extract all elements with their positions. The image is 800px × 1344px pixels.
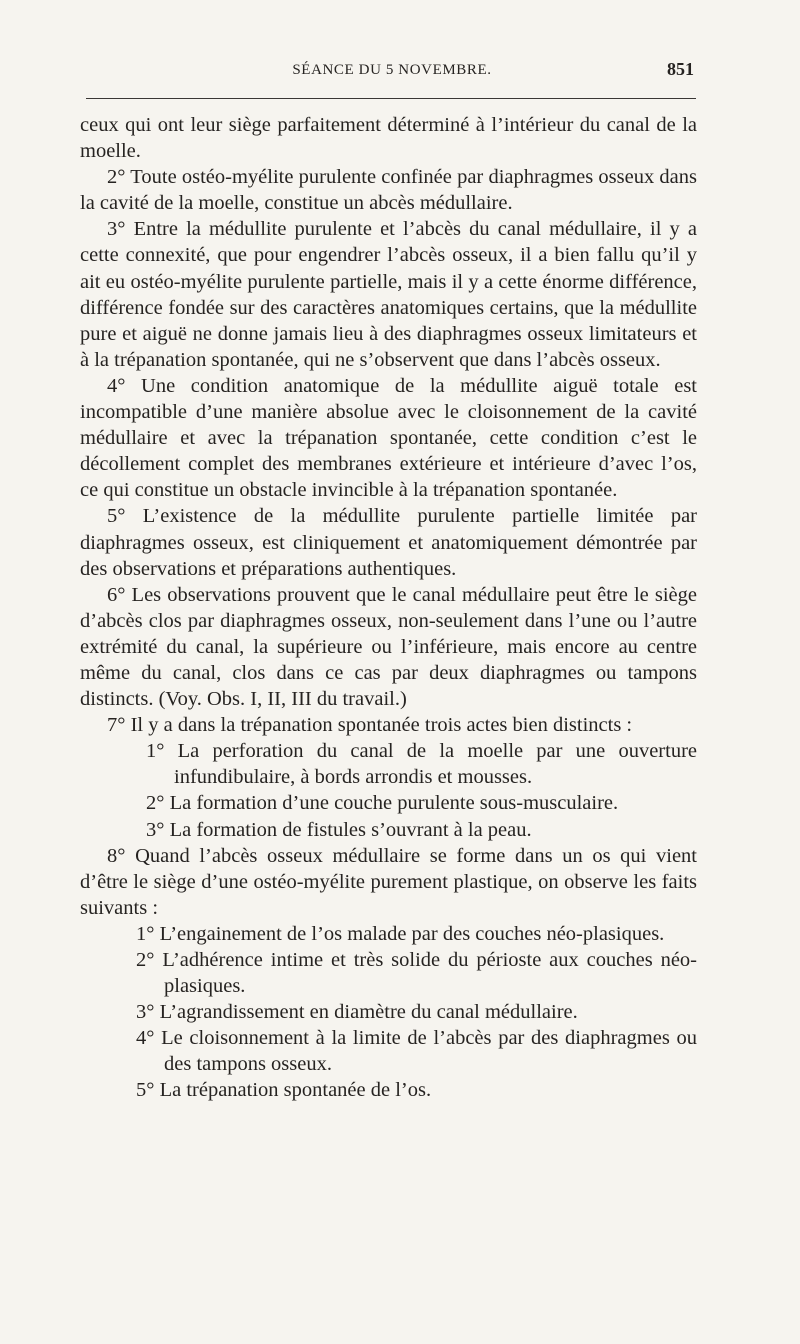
list-item: 3° L’agrandissement en diamètre du canal médullaire.: [136, 1001, 578, 1024]
page-number: 851: [667, 59, 694, 79]
list-item: 1° La perforation du canal de la moelle par une ouverture infundibulaire, à bords arrondis et mousses.: [146, 740, 697, 789]
paragraph-3: 3° Entre la médullite purulente et l’abcès du canal médullaire, il y a cette connexité, que pour engendrer l’abcès osseux, il a bien fallu qu’il y ait eu ostéo-myélite purulente partielle, mais il y a cette énorme différence, différence fondée sur des caractères anatomiques certains, que la médullite pure et aiguë ne donne jamais lieu à des diaphragmes osseux limitateurs et à la trépanation spontanée, qui ne s’observent que dans l’abcès osseux.: [80, 218, 697, 371]
running-title: SÉANCE DU 5 NOVEMBRE.: [292, 62, 492, 78]
page-body: [80, 112, 697, 1104]
paragraph-5: 5° L’existence de la médullite purulente partielle limitée par diaphragmes osseux, est cliniquement et anatomiquement démontrée par des observations et préparations authentiques.: [80, 505, 697, 580]
running-header: [86, 58, 698, 88]
paragraph-8: 8° Quand l’abcès osseux médullaire se forme dans un os qui vient d’être le siège d’une ostéo-myélite purement plastique, on observe les faits suivants :: [80, 844, 697, 919]
list-item: 5° La trépanation spontanée de l’os.: [136, 1079, 432, 1102]
paragraph-continuation: ceux qui ont leur siège parfaitement déterminé à l’intérieur du canal de la moelle.: [80, 114, 697, 163]
header-rule: [86, 98, 696, 99]
list-item: 2° L’adhérence intime et très solide du périoste aux couches néo-plasiques.: [136, 949, 697, 998]
list-item: 1° L’engainement de l’os malade par des couches néo-plasiques.: [136, 922, 665, 945]
paragraph-2: 2° Toute ostéo-myélite purulente confinée par diaphragmes osseux dans la cavité de la moelle, constitue un abcès médullaire.: [80, 166, 697, 215]
list-item: 3° La formation de fistules s’ouvrant à la peau.: [146, 818, 532, 841]
list-item: 4° Le cloisonnement à la limite de l’abcès par des diaphragmes ou des tampons osseux.: [136, 1027, 697, 1076]
list-item: 2° La formation d’une couche purulente sous-musculaire.: [146, 792, 619, 815]
paragraph-6: 6° Les observations prouvent que le canal médullaire peut être le siège d’abcès clos par diaphragmes osseux, non-seulement dans l’une ou l’autre extrémité du canal, la supérieure ou l’inférieure, mais encore au centre même du canal, clos dans ce cas par deux diaphragmes ou tampons distincts. (Voy. Obs. I, II, III du travail.): [80, 583, 697, 711]
paragraph-4: 4° Une condition anatomique de la médullite aiguë totale est incompatible d’une manière absolue avec le cloisonnement de la cavité médullaire et avec la trépanation spontanée, cette condition c’est le décollement complet des membranes extérieure et intérieure d’avec l’os, ce qui constitue un obstacle invincible à la trépanation spontanée.: [80, 374, 697, 502]
paragraph-7: 7° Il y a dans la trépanation spontanée trois actes bien distincts :: [107, 714, 633, 737]
